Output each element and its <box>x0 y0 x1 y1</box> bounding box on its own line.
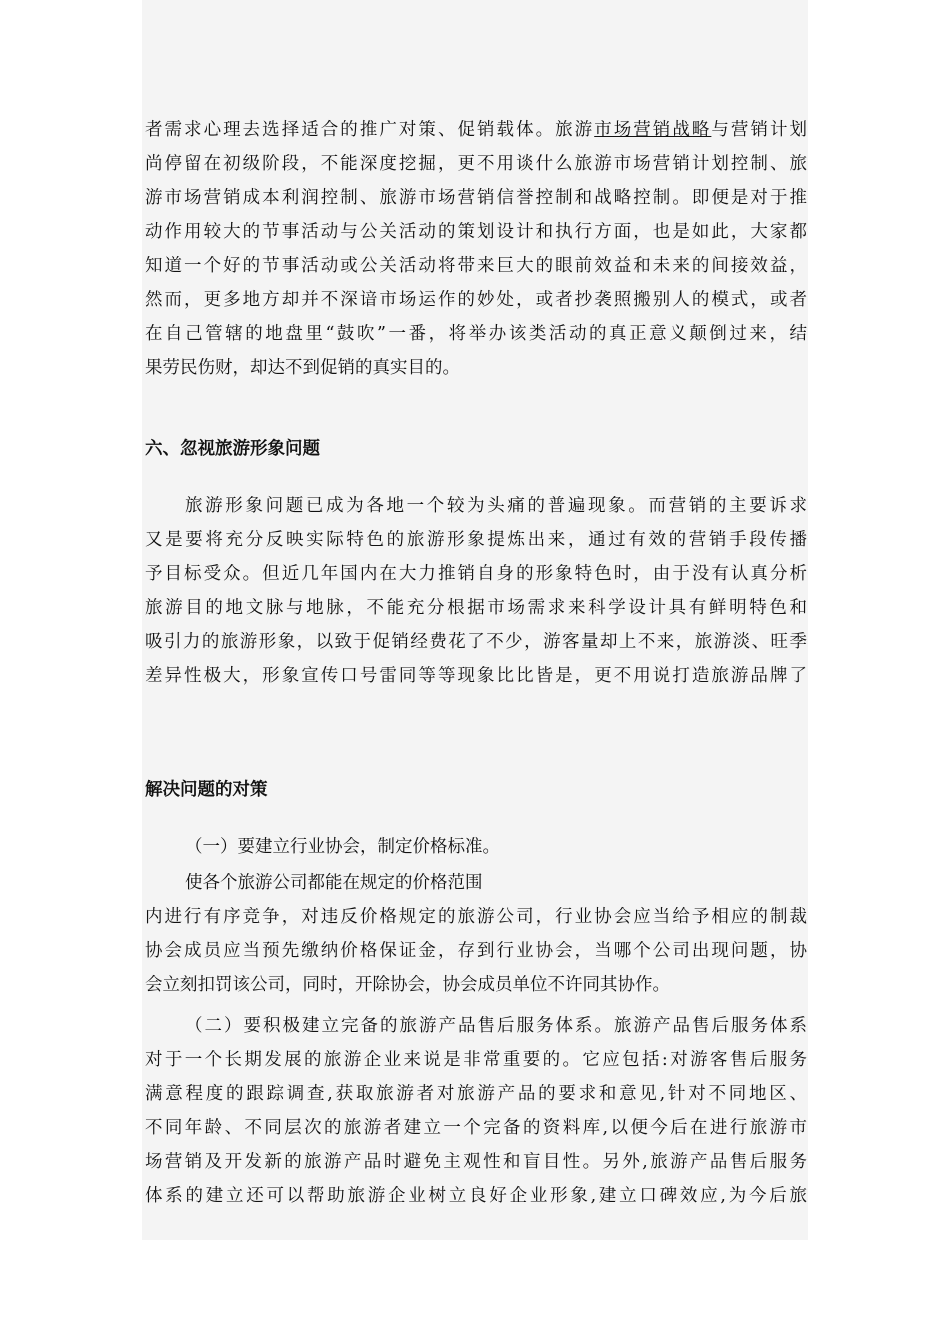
text-line: 满意程度的跟踪调查,获取旅游者对旅游产品的要求和意见,针对不同地区、 <box>145 1084 807 1104</box>
text-line: 差异性极大，形象宣传口号雷同等等现象比比皆是，更不用说打造旅游品牌了 <box>145 666 807 686</box>
text-line: 对于一个长期发展的旅游企业来说是非常重要的。它应包括:对游客售后服务 <box>145 1050 807 1070</box>
paragraph-marketing-plan <box>145 113 807 385</box>
text-line: 协会成员应当预先缴纳价格保证金，存到行业协会，当哪个公司出现问题，协 <box>145 941 807 961</box>
text-line: 内进行有序竞争，对违反价格规定的旅游公司，行业协会应当给予相应的制裁 <box>145 907 807 927</box>
text-line: 知道一个好的节事活动或公关活动将带来巨大的眼前效益和未来的间接效益， <box>145 256 807 276</box>
text-line: 旅游形象问题已成为各地一个较为头痛的普遍现象。而营销的主要诉求 <box>185 496 807 516</box>
text-line: 果劳民伤财，却达不到促销的真实目的。 <box>145 358 460 378</box>
text-line: 使各个旅游公司都能在规定的价格范围 <box>185 873 483 893</box>
text-line: 不同年龄、不同层次的旅游者建立一个完备的资料库,以便今后在进行旅游市 <box>145 1118 807 1138</box>
text-line: （二）要积极建立完备的旅游产品售后服务体系。旅游产品售后服务体系 <box>185 1016 807 1036</box>
text-line: 场营销及开发新的旅游产品时避免主观性和盲目性。另外,旅游产品售后服务 <box>145 1152 807 1172</box>
text-line: 体系的建立还可以帮助旅游企业树立良好企业形象,建立口碑效应,为今后旅 <box>145 1186 807 1206</box>
section-heading-solutions: 解决问题的对策 <box>145 780 268 800</box>
text-line: 会立刻扣罚该公司，同时，开除协会，协会成员单位不许同其协作。 <box>145 975 670 995</box>
text-line: 予目标受众。但近几年国内在大力推销自身的形象特色时，由于没有认真分析 <box>145 564 807 584</box>
paragraph-solution-2 <box>145 1009 807 1213</box>
text-line: 尚停留在初级阶段，不能深度挖掘，更不用谈什么旅游市场营销计划控制、旅 <box>145 154 807 174</box>
solution-title: （一）要建立行业协会，制定价格标准。 <box>185 837 500 857</box>
text-line: 在自己管辖的地盘里“鼓吹”一番，将举办该类活动的真正意义颠倒过来，结 <box>145 324 807 344</box>
text-line: 动作用较大的节事活动与公关活动的策划设计和执行方面，也是如此，大家都 <box>145 222 807 242</box>
paragraph-solution-1 <box>145 830 807 1002</box>
text-line: 游市场营销成本利润控制、旅游市场营销信誉控制和战略控制。即便是对于推 <box>145 188 807 208</box>
hyperlink-marketing-strategy[interactable]: 市场营销战略 <box>594 120 712 140</box>
text-line: 者需求心理去选择适合的推广对策、促销载体。旅游市场营销战略与营销计划 <box>145 120 807 140</box>
section-heading-image-issue: 六、忽视旅游形象问题 <box>145 439 320 459</box>
text-line: 然而，更多地方却并不深谙市场运作的妙处，或者抄袭照搬别人的模式，或者 <box>145 290 807 310</box>
text-line: 吸引力的旅游形象，以致于促销经费花了不少，游客量却上不来，旅游淡、旺季 <box>145 632 807 652</box>
text-line: 又是要将充分反映实际特色的旅游形象提炼出来，通过有效的营销手段传播 <box>145 530 807 550</box>
text-line: 旅游目的地文脉与地脉，不能充分根据市场需求来科学设计具有鲜明特色和 <box>145 598 807 618</box>
paragraph-tourism-image <box>145 489 807 693</box>
